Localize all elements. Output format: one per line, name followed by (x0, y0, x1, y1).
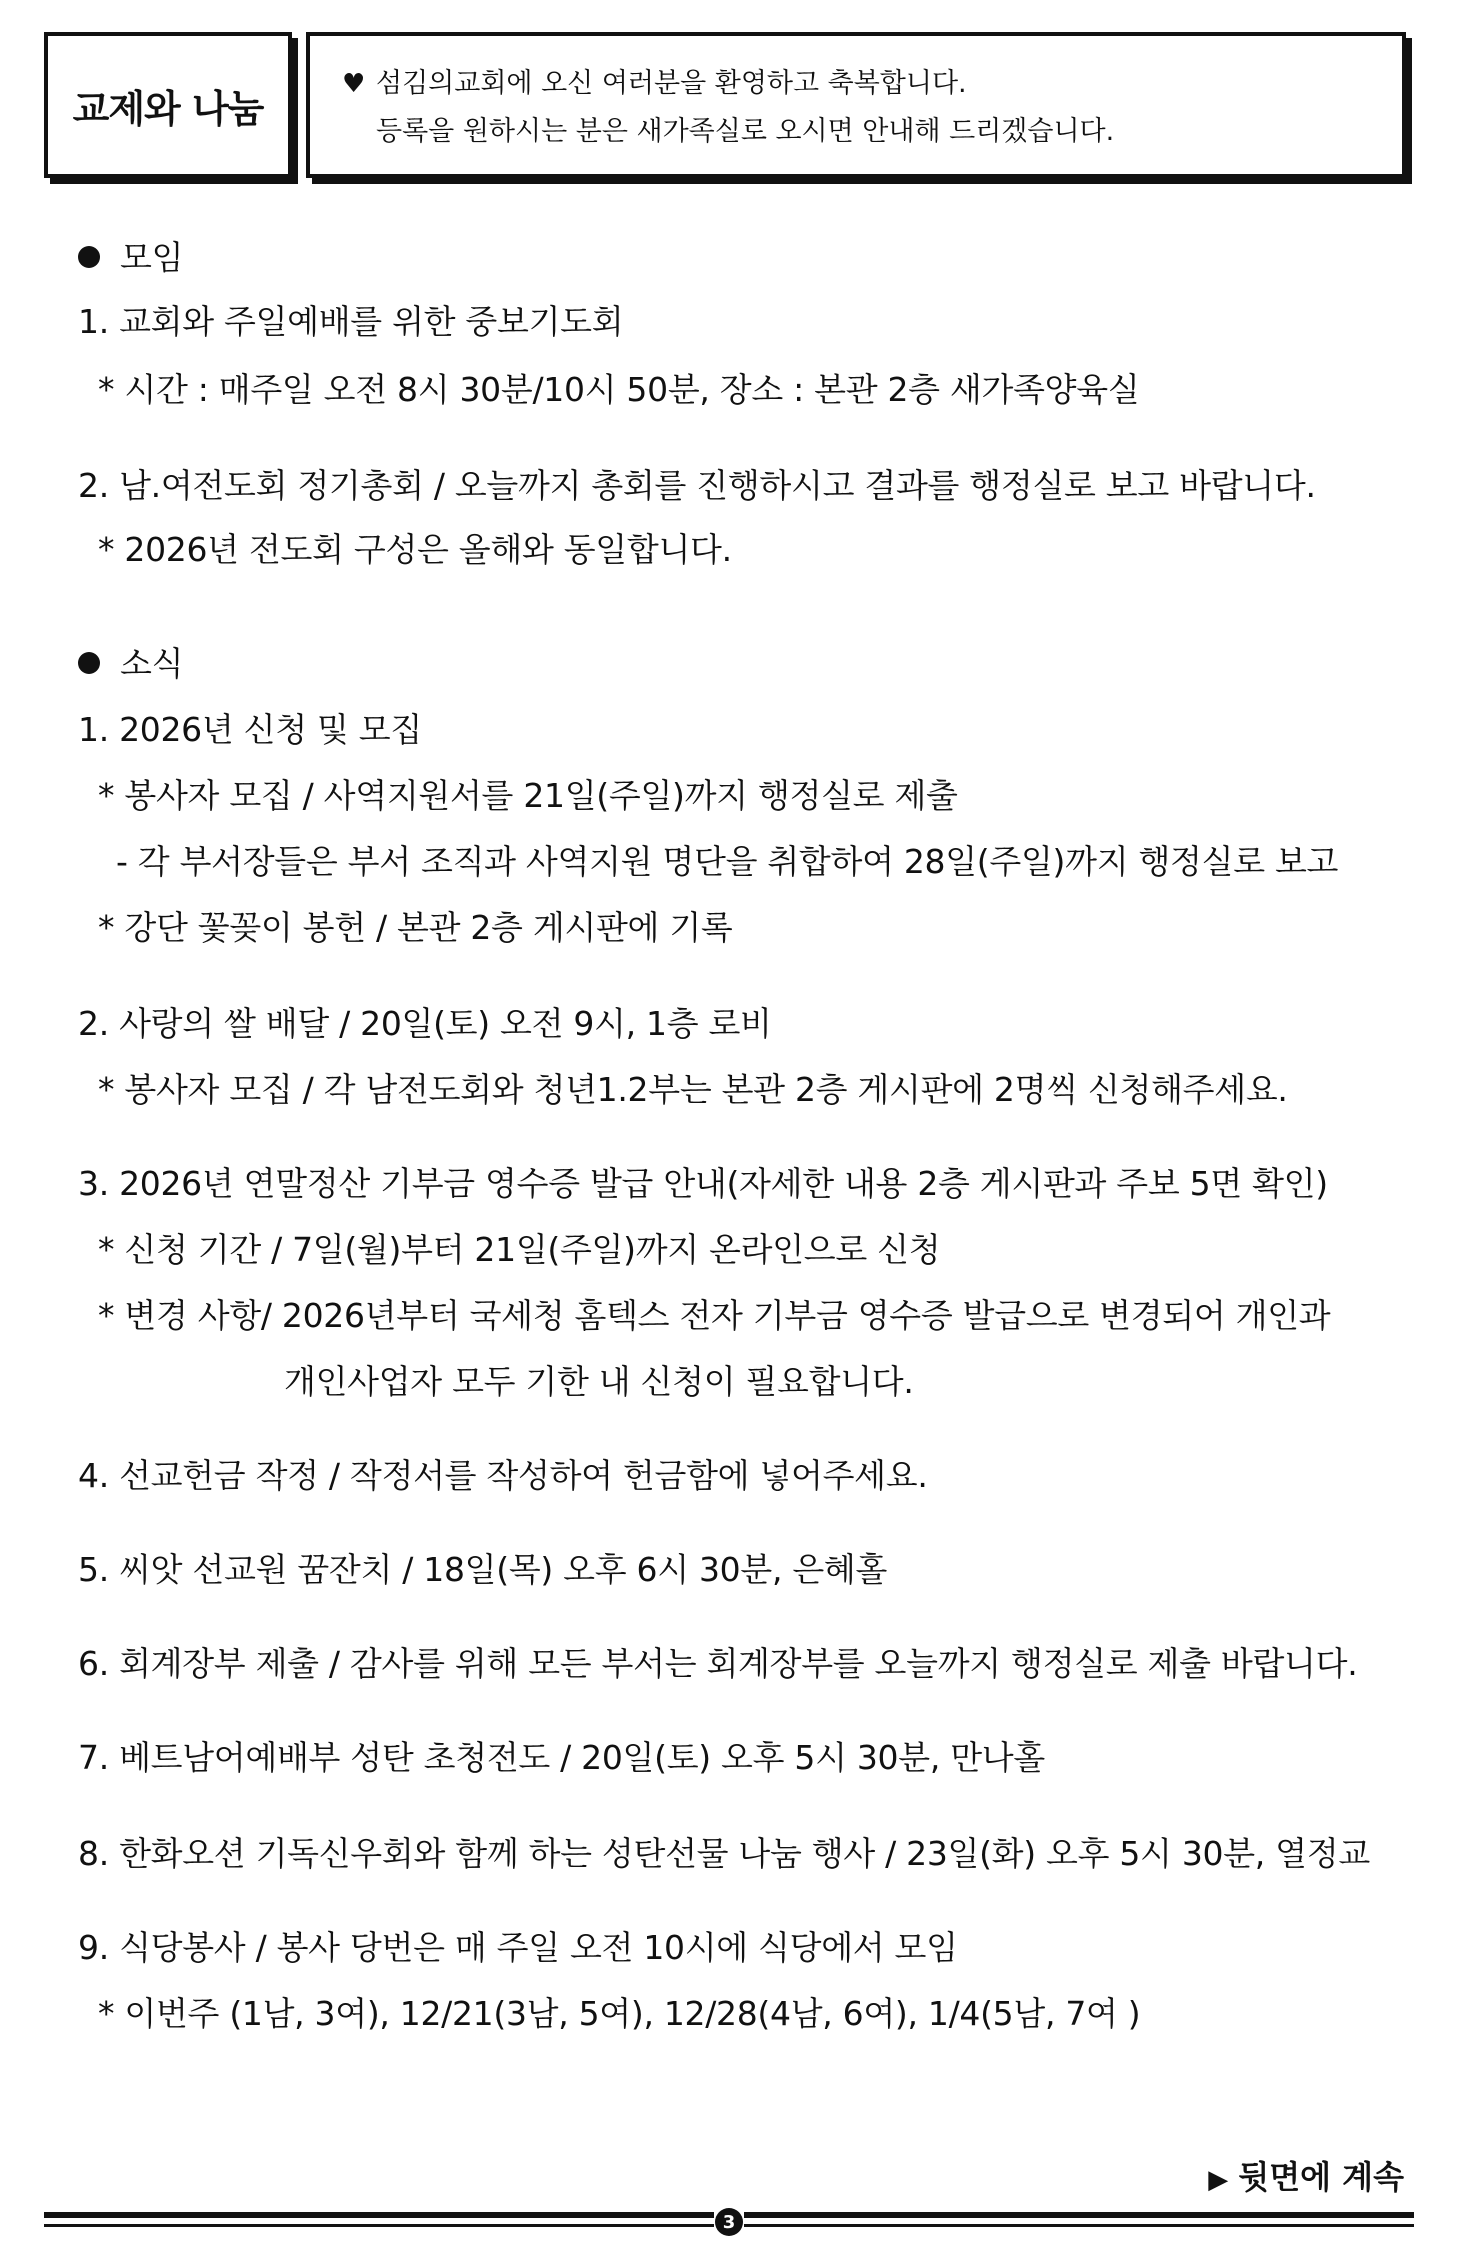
welcome-line-2 (342, 108, 1402, 156)
meeting-heading (78, 238, 183, 278)
rule-line-left-thin (44, 2224, 714, 2227)
meeting-item-2: 2. 남.여전도회 정기총회 / 오늘까지 총회를 진행하시고 결과를 행정실로 보고 바랍니다. (78, 466, 1316, 505)
header (44, 32, 1414, 184)
footer-rule (44, 2208, 1414, 2236)
news-item-9-detail: * 이번주 (1남, 3여), 12/21(3남, 5여), 12/28(4남, 6여), 1/4(5남, 7여 ) (98, 1994, 1141, 2033)
news-item-4: 4. 선교헌금 작정 / 작정서를 작성하여 헌금함에 넣어주세요. (78, 1456, 928, 1495)
rule-line-right (744, 2212, 1414, 2218)
news-item-5: 5. 씨앗 선교원 꿈잔치 / 18일(목) 오후 6시 30분, 은혜홀 (78, 1550, 888, 1589)
news-item-8: 8. 한화오션 기독신우회와 함께 하는 성탄선물 나눔 행사 / 23일(화) 오후 5시 30분, 열정교 (78, 1834, 1370, 1873)
news-item-7: 7. 베트남어예배부 성탄 초청전도 / 20일(토) 오후 5시 30분, 만나홀 (78, 1738, 1045, 1777)
news-item-2-detail: * 봉사자 모집 / 각 남전도회와 청년1.2부는 본관 2층 게시판에 2명씩 신청해주세요. (98, 1070, 1288, 1109)
news-heading-text: 소식 (120, 644, 184, 683)
news-item-3: 3. 2026년 연말정산 기부금 영수증 발급 안내(자세한 내용 2층 게시판과 주보 5면 확인) (78, 1164, 1328, 1203)
welcome-text-2: 등록을 원하시는 분은 새가족실로 오시면 안내해 드리겠습니다. (376, 116, 1115, 147)
bullet-icon (78, 652, 100, 674)
play-triangle-icon: ▶ (1208, 2165, 1229, 2195)
welcome-line-1 (342, 60, 1402, 108)
news-item-9: 9. 식당봉사 / 봉사 당번은 매 주일 오전 10시에 식당에서 모임 (78, 1928, 958, 1967)
welcome-text-1: 섬김의교회에 오신 여러분을 환영하고 축복합니다. (376, 68, 967, 99)
news-heading (78, 644, 183, 684)
section-title: 교제와 나눔 (44, 32, 292, 178)
heart-icon: ♥ (342, 69, 366, 99)
continue-note (1208, 2152, 1404, 2198)
news-item-3-detail-3: 개인사업자 모두 기한 내 신청이 필요합니다. (284, 1362, 914, 1401)
news-item-1-detail-1: * 봉사자 모집 / 사역지원서를 21일(주일)까지 행정실로 제출 (98, 776, 958, 815)
meeting-heading-text: 모임 (120, 238, 184, 277)
welcome-box (306, 32, 1406, 178)
news-item-3-detail-1: * 신청 기간 / 7일(월)부터 21일(주일)까지 온라인으로 신청 (98, 1230, 941, 1269)
news-item-6: 6. 회계장부 제출 / 감사를 위해 모든 부서는 회계장부를 오늘까지 행정실로 제출 바랍니다. (78, 1644, 1358, 1683)
news-item-2: 2. 사랑의 쌀 배달 / 20일(토) 오전 9시, 1층 로비 (78, 1004, 772, 1043)
meeting-item-1: 1. 교회와 주일예배를 위한 중보기도회 (78, 302, 624, 341)
news-item-1-detail-3: * 강단 꽃꽂이 봉헌 / 본관 2층 게시판에 기록 (98, 908, 733, 947)
rule-line-right-thin (744, 2224, 1414, 2227)
rule-line-left (44, 2212, 714, 2218)
continue-label: 뒷면에 계속 (1238, 2158, 1404, 2196)
news-item-3-detail-2: * 변경 사항/ 2026년부터 국세청 홈텍스 전자 기부금 영수증 발급으로 변경되어 개인과 (98, 1296, 1331, 1335)
bullet-icon (78, 246, 100, 268)
news-item-1-detail-2: - 각 부서장들은 부서 조직과 사역지원 명단을 취합하여 28일(주일)까지 행정실로 보고 (116, 842, 1339, 881)
news-item-1: 1. 2026년 신청 및 모집 (78, 710, 422, 749)
meeting-item-2-detail: * 2026년 전도회 구성은 올해와 동일합니다. (98, 530, 732, 569)
meeting-item-1-detail: * 시간 : 매주일 오전 8시 30분/10시 50분, 장소 : 본관 2층 새가족양육실 (98, 370, 1140, 409)
page-number: 3 (715, 2208, 743, 2236)
